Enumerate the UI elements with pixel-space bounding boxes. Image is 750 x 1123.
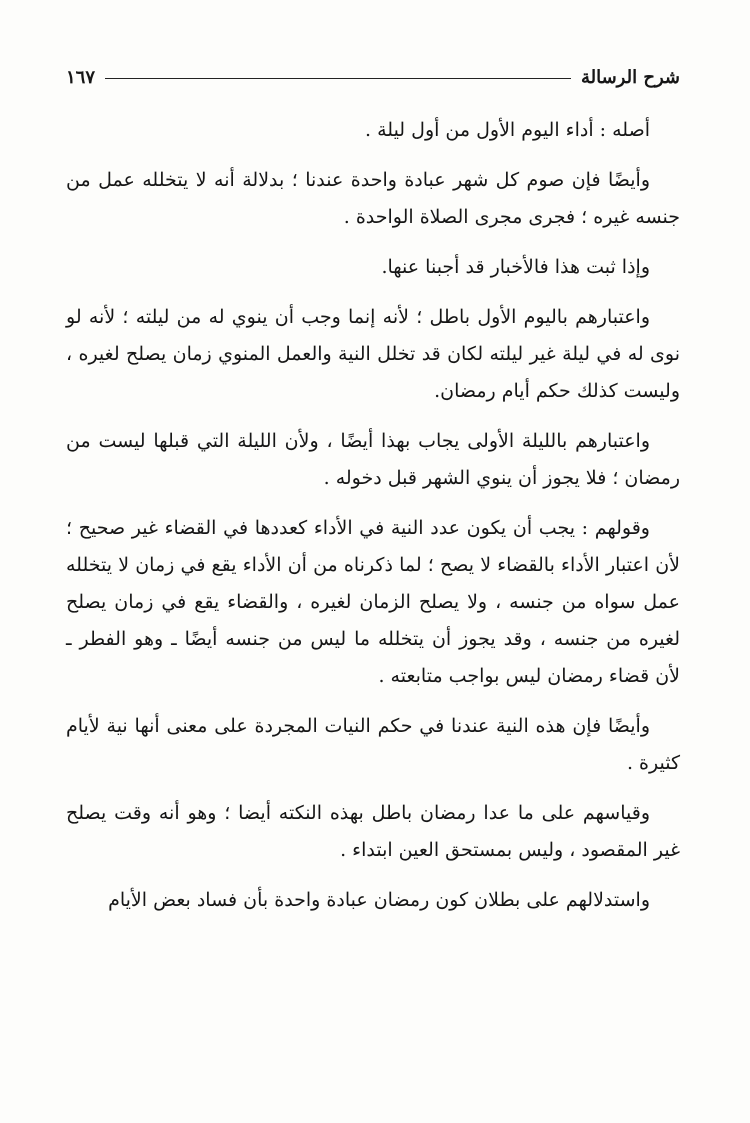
running-title: شرح الرسالة <box>580 66 680 88</box>
paragraph: واعتبارهم باليوم الأول باطل ؛ لأنه إنما وجب أن ينوي له من ليلته ؛ لأنه لو نوى له في ليلة غير ليلته لكان قد تخلل النية والعمل المنوي زمان يصلح لغيره ، وليست كذلك حكم أيام رمضان. <box>66 306 680 402</box>
body-text <box>66 112 680 919</box>
paragraph: وقياسهم على ما عدا رمضان باطل بهذه النكته أيضا ؛ وهو أنه وقت يصلح غير المقصود ، وليس بمستحق العين ابتداء . <box>66 802 680 861</box>
paragraph: واستدلالهم على بطلان كون رمضان عبادة واحدة بأن فساد بعض الأيام <box>108 889 650 911</box>
paragraph: وإذا ثبت هذا فالأخبار قد أجبنا عنها. <box>381 256 650 278</box>
paragraph: أصله : أداء اليوم الأول من أول ليلة . <box>365 119 650 141</box>
page-number: ١٦٧ <box>66 66 96 88</box>
paragraph: وأيضًا فإن هذه النية عندنا في حكم النيات المجردة على معنى أنها نية لأيام كثيرة . <box>66 715 680 774</box>
page-header <box>66 62 680 92</box>
paragraph: واعتبارهم بالليلة الأولى يجاب بهذا أيضًا ، ولأن الليلة التي قبلها ليست من رمضان ؛ فلا يجوز أن ينوي الشهر قبل دخوله . <box>66 430 680 489</box>
header-rule <box>105 78 571 79</box>
paragraph: وقولهم : يجب أن يكون عدد النية في الأداء كعددها في القضاء غير صحيح ؛ لأن اعتبار الأداء بالقضاء لا يصح ؛ لما ذكرناه من أن الأداء يقع في زمان لا يتخلله عمل سواه من جنسه ، ولا يصلح الزمان لغيره ، والقضاء يقع في زمان يصلح لغيره من جنسه ، وقد يجوز أن يتخلله ما ليس من جنسه أيضًا ـ وهو الفطر ـ لأن قضاء رمضان ليس بواجب متابعته . <box>66 517 680 687</box>
paragraph: وأيضًا فإن صوم كل شهر عبادة واحدة عندنا ؛ بدلالة أنه لا يتخلله عمل من جنسه غيره ؛ فجرى مجرى الصلاة الواحدة . <box>66 169 680 228</box>
